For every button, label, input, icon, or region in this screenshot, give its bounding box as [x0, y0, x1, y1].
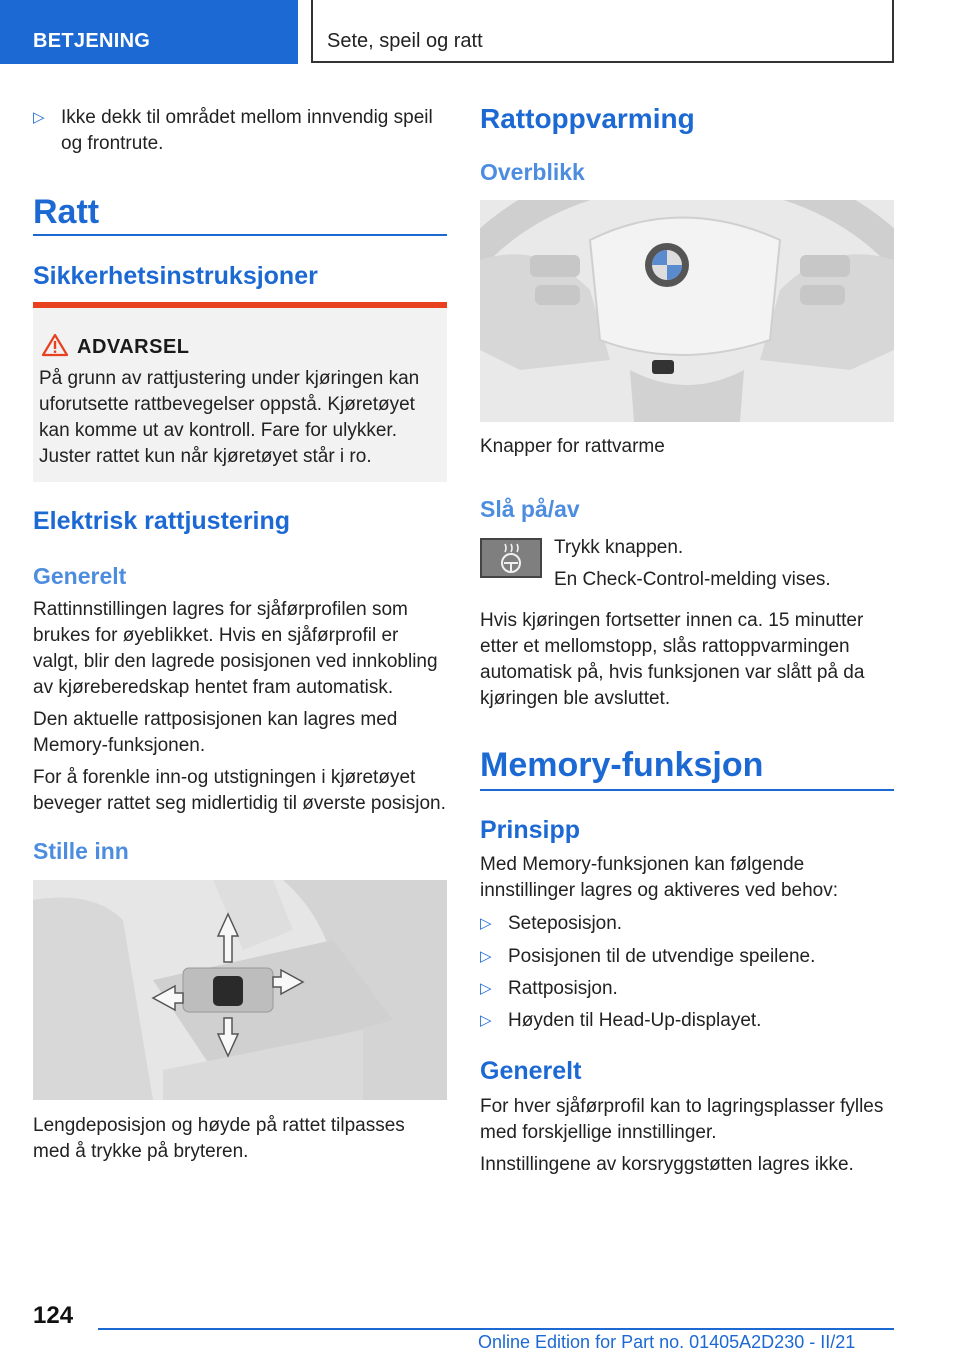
list-item — [480, 911, 894, 937]
body-text — [480, 1094, 894, 1178]
page-number: 124 — [33, 1302, 74, 1329]
warning-text: På grunn av rattjustering under kjøringen kan uforutsette rattbevegelser oppstå. Kjøretøyet kan komme ut av kontroll. Fare for ulykker. Juster rattet kun når kjøretøyet står i ro. — [39, 368, 420, 467]
heading-overview: Overblikk — [480, 159, 585, 185]
bullet-text: Posisjonen til de utvendige speilene. — [508, 946, 816, 967]
heading-general-memory: Generelt — [480, 1057, 582, 1085]
figure-caption — [480, 434, 894, 460]
paragraph: Med Memory-funksjonen kan følgende innstillinger lagres og aktiveres ved behov: — [480, 854, 839, 901]
heading-heating: Rattoppvarming — [480, 103, 695, 134]
heading-on-off: Slå på/av — [480, 496, 580, 522]
list-item — [480, 944, 894, 970]
heading-principle: Prinsipp — [480, 816, 581, 844]
heated-steering-wheel-button-icon — [480, 538, 542, 578]
warning-triangle-icon — [41, 333, 69, 357]
steps — [554, 535, 894, 593]
body-text — [480, 608, 894, 712]
heading-adjust: Stille inn — [33, 838, 129, 864]
warning-box — [33, 302, 447, 482]
step-text: Trykk knappen. — [554, 537, 684, 558]
list-item — [33, 105, 447, 157]
bullet-triangle-icon: ▷ — [480, 980, 492, 997]
steering-wheel-image — [480, 200, 894, 422]
bullet-triangle-icon: ▷ — [480, 915, 492, 932]
caption-text: Lengdeposisjon og høyde på rattet tilpasses med å trykke på bryteren. — [33, 1115, 405, 1162]
steering-column-switch-image — [33, 880, 447, 1100]
heading-safety: Sikkerhetsinstruksjoner — [33, 262, 318, 290]
paragraph: Den aktuelle rattposisjonen kan lagres med Memory-funksjonen. — [33, 709, 398, 756]
bullet-triangle-icon: ▷ — [480, 948, 492, 965]
caption-text: Knapper for rattvarme — [480, 436, 665, 457]
body-text — [480, 852, 894, 904]
section-tab — [0, 0, 298, 64]
body-text — [33, 597, 447, 817]
warning-title: ADVARSEL — [77, 336, 190, 358]
heading-memory: Memory-funksjon — [480, 746, 764, 784]
step-text: En Check-Control-melding vises. — [554, 569, 831, 590]
footer-rule — [98, 1328, 894, 1330]
heading-general: Generelt — [33, 563, 127, 589]
edition-link[interactable]: Online Edition for Part no. 01405A2D230 - II/21 — [478, 1332, 856, 1352]
bullet-text: Seteposisjon. — [508, 913, 623, 934]
heading-rule — [480, 789, 894, 791]
figure-caption — [33, 1113, 447, 1165]
paragraph: For hver sjåførprofil kan to lagringsplasser fylles med forskjellige innstillinger. — [480, 1096, 884, 1143]
paragraph: Innstillingene av korsryggstøtten lagres ikke. — [480, 1154, 854, 1175]
bullet-text: Høyden til Head-Up-displayet. — [508, 1010, 762, 1031]
heading-rule — [33, 234, 447, 236]
bullet-text: Rattposisjon. — [508, 978, 618, 999]
bullet-text: Ikke dekk til området mellom innvendig speil og frontrute. — [61, 107, 433, 154]
list-item — [480, 976, 894, 1002]
chapter-tab — [311, 0, 894, 63]
bullet-triangle-icon: ▷ — [480, 1012, 492, 1029]
list-item — [480, 1008, 894, 1034]
section-title: BETJENING — [33, 30, 151, 52]
heading-electric-adjust: Elektrisk rattjustering — [33, 507, 291, 535]
chapter-title: Sete, speil og ratt — [327, 30, 483, 52]
paragraph: Hvis kjøringen fortsetter innen ca. 15 minutter etter et mellomstopp, slås rattoppvarmingen automatisk på, hvis funksjonen var slått på da kjøringen ble avsluttet. — [480, 610, 865, 709]
paragraph: For å forenkle inn-og utstigningen i kjøretøyet beveger rattet seg midlertidig til øverste posisjon. — [33, 767, 446, 814]
bullet-triangle-icon: ▷ — [33, 109, 45, 126]
paragraph: Rattinnstillingen lagres for sjåførprofilen som brukes for øyeblikket. Hvis en sjåførprofil er valgt, blir den lagrede posisjonen ved innkobling av kjøreberedskap hentet fram automatisk. — [33, 599, 438, 698]
heading-ratt: Ratt — [33, 193, 100, 231]
